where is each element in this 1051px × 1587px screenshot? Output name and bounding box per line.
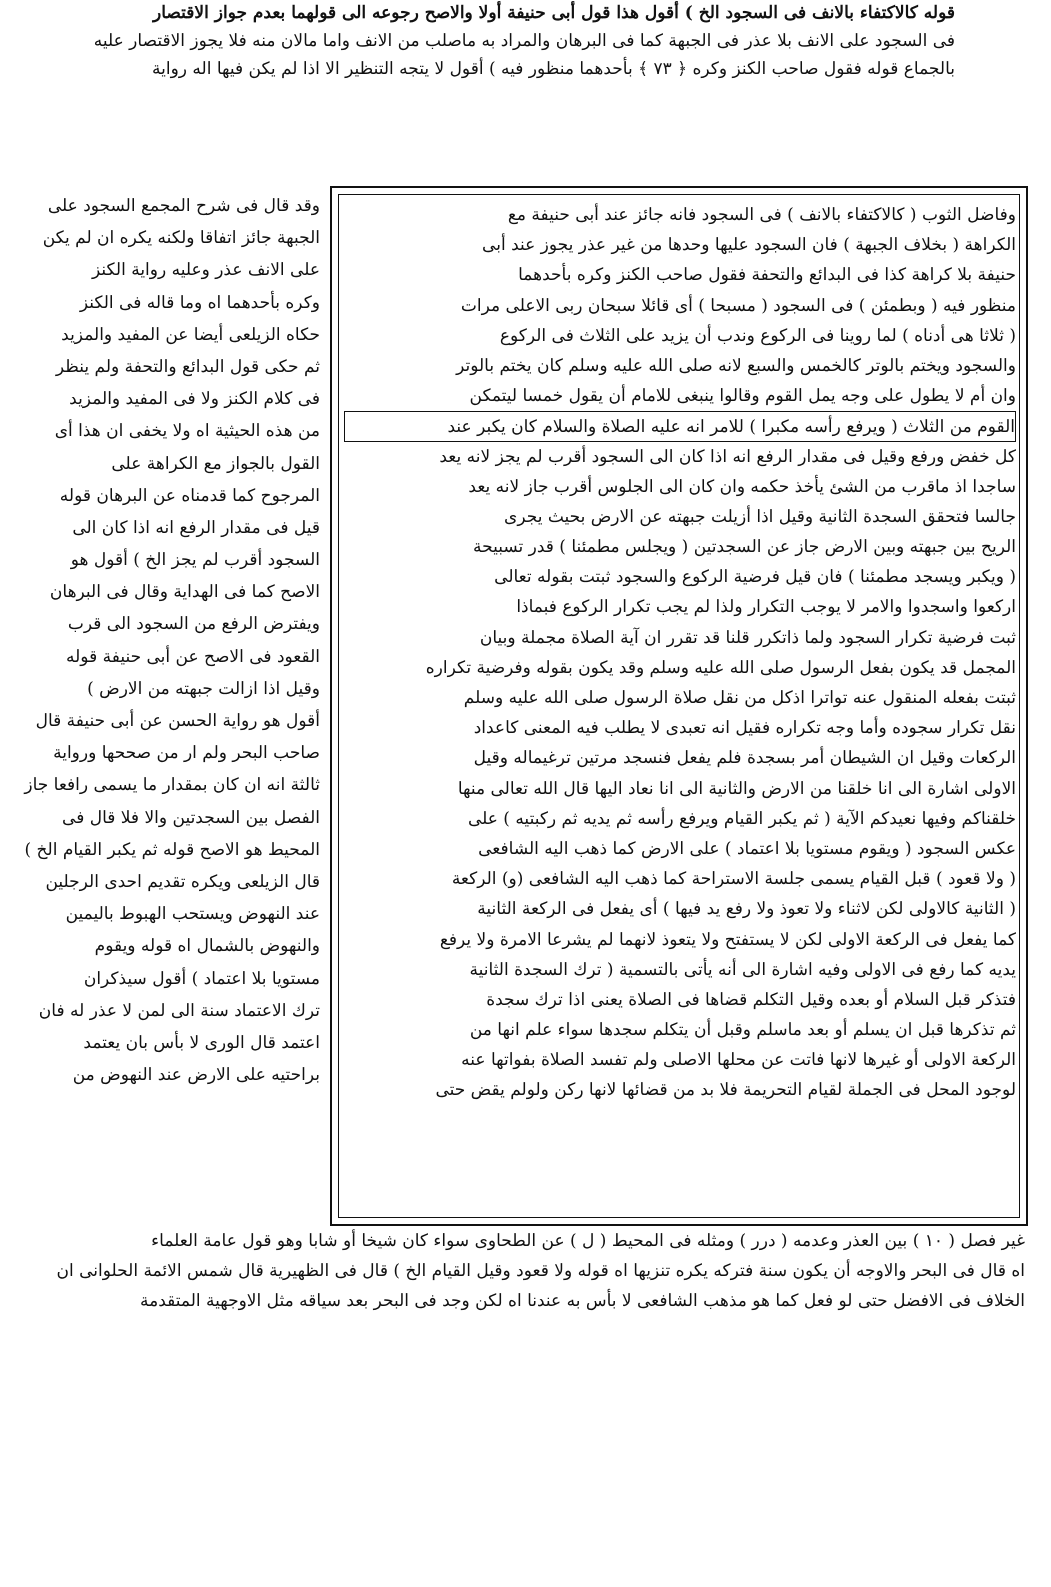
margin-line: قال الزيلعى ويكره تقديم احدى الرجلين	[45, 871, 320, 892]
margin-line: براحتيه على الارض عند النهوض من	[72, 1065, 320, 1086]
main-line: اركعوا واسجدوا والامر لا يوجب التكرار ولذا لم يجب تكرار الركوع فبماذا	[516, 597, 1016, 618]
margin-line: الاصح كما فى الهداية وقال فى البرهان	[49, 582, 320, 603]
main-line: ( ويكبر ويسجد مطمئنا ) فان قيل فرضية الركوع والسجود ثبتت بقوله تعالى	[494, 567, 1016, 588]
header-line: قوله كالاكتفاء بالانف فى السجود الخ ) أقول هذا قول أبى حنيفة أولا والاصح رجوعه الى قولهما بعدم جواز الاقتصار	[153, 3, 955, 23]
main-line: منظور فيه ( وبطمئن ) فى السجود ( مسبحا ) أى قائلا سبحان ربى الاعلى مرات	[460, 295, 1016, 316]
main-line: كما يفعل فى الركعة الاولى لكن لا يستفتح ولا يتعوذ لانهما لم يشرعا الامرة ولا يرفع	[439, 929, 1016, 950]
margin-line: على الانف عذر وعليه رواية الكنز	[92, 260, 320, 281]
footer-line: الخلاف فى الافضل حتى لو فعل كما هو مذهب الشافعى لا بأس به عندنا اه لكن وجد فى البحر بعد سياقه مثل الاوجهية المتقدمة	[140, 1291, 1025, 1311]
margin-line: ترك الاعتماد سنة الى لمن لا عذر له فان	[38, 1000, 320, 1021]
margin-line: اعتمد قال الورى لا بأس بان يعتمد	[83, 1032, 320, 1053]
margin-line: عند النهوض ويستحب الهبوط باليمين	[65, 904, 320, 925]
margin-line: الجبهة جائز اتفاقا ولكنه يكره ان لم يكن	[42, 228, 320, 249]
main-line: الركعة الاولى أو غيرها لانها فاتت عن محلها الاصلى ولم تفسد الصلاة بفواتها عنه	[461, 1050, 1016, 1071]
margin-line: صاحب البحر ولم ار من صححها ورواية	[53, 743, 320, 764]
main-line: يديه كما رفع فى الاولى وفيه اشارة الى أنه يأتى بالتسمية ( ترك السجدة الثانية	[469, 959, 1016, 980]
margin-line: وقد قال فى شرح المجمع السجود على	[47, 196, 320, 216]
margin-line: من هذه الحيثية اه ولا يخفى ان هذا أى	[54, 421, 320, 442]
main-line: ( ثلاثا هى أدناه ) لما روينا فى الركوع وندب أن يزيد على الثلاث فى الركوع	[499, 325, 1016, 346]
main-line: لوجود المحل فى الجملة لقيام التحريمة فلا بد من قضائها لانها ركن ولولم يقض حتى	[435, 1080, 1016, 1101]
main-line: والسجود ويختم بالوتر كالخمس والسبع لانه صلى الله عليه وسلم كان يختم بالوتر	[456, 355, 1016, 376]
margin-line: وكره بأحدهما اه وما قاله فى الكنز	[79, 292, 320, 313]
margin-line: الفصل بين السجدتين والا فلا قال فى	[62, 807, 320, 828]
margin-line: مستويا بلا اعتماد ) أقول سيذكران	[83, 968, 320, 989]
main-line: نقل تكرار سجوده وأما وجه تكراره فقيل انه تعبدى لا يطلب فيه المعنى كاعداد	[473, 718, 1016, 739]
margin-line: والنهوض بالشمال اه قوله ويقوم	[94, 936, 320, 957]
margin-line: القول بالجواز مع الكراهة على	[111, 453, 320, 474]
main-line: عكس السجود ( ويقوم مستويا بلا اعتماد ) على الارض كما ذهب اليه الشافعى	[478, 838, 1016, 859]
main-line: الكراهة ( بخلاف الجبهة ) فان السجود عليها وحدها من غير عذر يجوز عند أبى	[482, 235, 1016, 256]
header-line: بالجماع قوله فقول صاحب الكنز وكره ﴿ ٧٣ ﴾ بأحدهما منظور فيه ) أقول لا يتجه التنظير الا اذا لم يكن فيها اله رواية	[152, 59, 955, 79]
main-line: ثبتت بفعله المنقول عنه تواترا اذكل من نقل صلاة الرسول صلى الله عليه وسلم	[463, 688, 1016, 708]
margin-line: ثالثة انه ان كان بمقدار ما يسمى رافعا جاز	[24, 775, 320, 796]
main-line: الركعات وقيل ان الشيطان أمر بسجدة فلم يفعل فنسجد مرتين ترغيماله وقيل	[473, 748, 1016, 769]
main-line: ثم تذكرها قبل ان يسلم أو بعد ماسلم وقبل أن يتكلم سجدها سواء علم انها من	[469, 1020, 1016, 1041]
margin-line: قيل فى مقدار الرفع انه اذا كان الى	[72, 517, 320, 538]
main-line: الاولى اشارة الى انا خلقنا من الارض والثانية الى انا نعاد اليها قال الله تعالى منها	[457, 778, 1016, 799]
margin-line: فى كلام الكنز ولا فى المفيد والمزيد	[69, 389, 320, 410]
margin-line: السجود أقرب لم يجز الخ ) أقول هو	[70, 550, 320, 571]
main-line: جالسا فتحقق السجدة الثانية وقيل اذا أزيلت جبهته عن الارض بحيث يجرى	[504, 506, 1016, 527]
main-line: فتذكر قبل السلام أو بعده وقيل التكلم قضاها فى الصلاة يعنى اذا ترك سجدة	[486, 989, 1016, 1010]
margin-line: المرجوح كما قدمناه عن البرهان قوله	[59, 485, 320, 506]
footer-commentary	[56, 1228, 1025, 1318]
footer-line: اه قال فى البحر والاوجه أن يكون سنة فتركه يكره تنزيها اه قوله ولا قعود وقيل القيام الخ ) قال فى الظهيرية قال شمس الائمة الحلوانى ان	[56, 1261, 1025, 1281]
main-line: ( الثانية كالاولى لكن لاثناء ولا تعوذ ولا رفع يد فيها ) أى يفعل فى الركعة الثانية	[477, 899, 1016, 920]
main-line: المجمل قد يكون بفعل الرسول صلى الله عليه وسلم وقد يكون بقوله وفرضية تكراره	[425, 657, 1016, 678]
margin-line: ويفترض الرفع من السجود الى قرب	[67, 614, 320, 635]
main-line: حنيفة بلا كراهة كذا فى البدائع والتحفة فقول صاحب الكنز وكره بأحدهما	[518, 265, 1016, 286]
margin-line: حكاه الزيلعى أيضا عن المفيد والمزيد	[61, 324, 320, 345]
main-line: ( ولا قعود ) قبل القيام يسمى جلسة الاستراحة كما ذهب اليه الشافعى (و) الركعة	[451, 869, 1016, 890]
header-line: فى السجود على الانف بلا عذر فى الجبهة كما فى البرهان والمراد به ماصلب من الانف واما مالان منه فلا يجوز الاقتصار عليه	[93, 31, 955, 51]
main-line-boxed: القوم من الثلاث ( ويرفع رأسه مكبرا ) للامر انه عليه الصلاة والسلام كان يكبر عند	[344, 411, 1016, 441]
main-line: ثبت فرضية تكرار السجود ولما ذاتكرر قلنا قد تقرر ان آية الصلاة مجملة وبيان	[479, 627, 1016, 648]
footer-line: غير فصل ( ١٠ ) بين العذر وعدمه ( درر ) ومثله فى المحيط ( ل ) عن الطحاوى سواء كان شيخا أو شابا وهو قول عامة العلماء	[151, 1231, 1025, 1251]
margin-line: أقول هو رواية الحسن عن أبى حنيفة قال	[35, 711, 320, 731]
main-line: وان أم لا يطول على وجه يمل القوم وقالوا ينبغى للامام أن يقول خمسا ليتمكن	[469, 386, 1016, 407]
header-commentary	[0, 0, 955, 82]
margin-line: وقيل اذا ازالت جبهته من الارض )	[87, 678, 320, 699]
margin-line: ثم حكى قول البدائع والتحفة ولم ينظر	[55, 356, 320, 377]
main-line: وفاضل الثوب ( كالاكتفاء بالانف ) فى السجود فانه جائز عند أبى حنيفة مع	[507, 205, 1016, 225]
main-line: خلقناكم وفيها نعيدكم الآية ( ثم يكبر القيام ويرفع رأسه ثم يديه ثم ركبتيه ) على	[467, 808, 1016, 829]
main-line: الريح بين جبهته وبين الارض جاز عن السجدتين ( ويجلس مطمئنا ) قدر تسبيحة	[472, 537, 1016, 558]
main-line: ساجدا اذ ماقرب من الشئ يأخذ حكمه وان كان الى الجلوس أقرب جاز لانه يعد	[468, 476, 1016, 497]
margin-line: المحيط هو الاصح قوله ثم يكبر القيام الخ )	[24, 839, 320, 860]
margin-commentary	[24, 190, 320, 1091]
main-text	[344, 200, 1016, 1106]
margin-line: القعود فى الاصح عن أبى حنيفة قوله	[66, 646, 320, 667]
main-line: كل خفض ورفع وقيل فى مقدار الرفع انه اذا كان الى السجود أقرب لم يجز لانه يعد	[439, 446, 1016, 467]
